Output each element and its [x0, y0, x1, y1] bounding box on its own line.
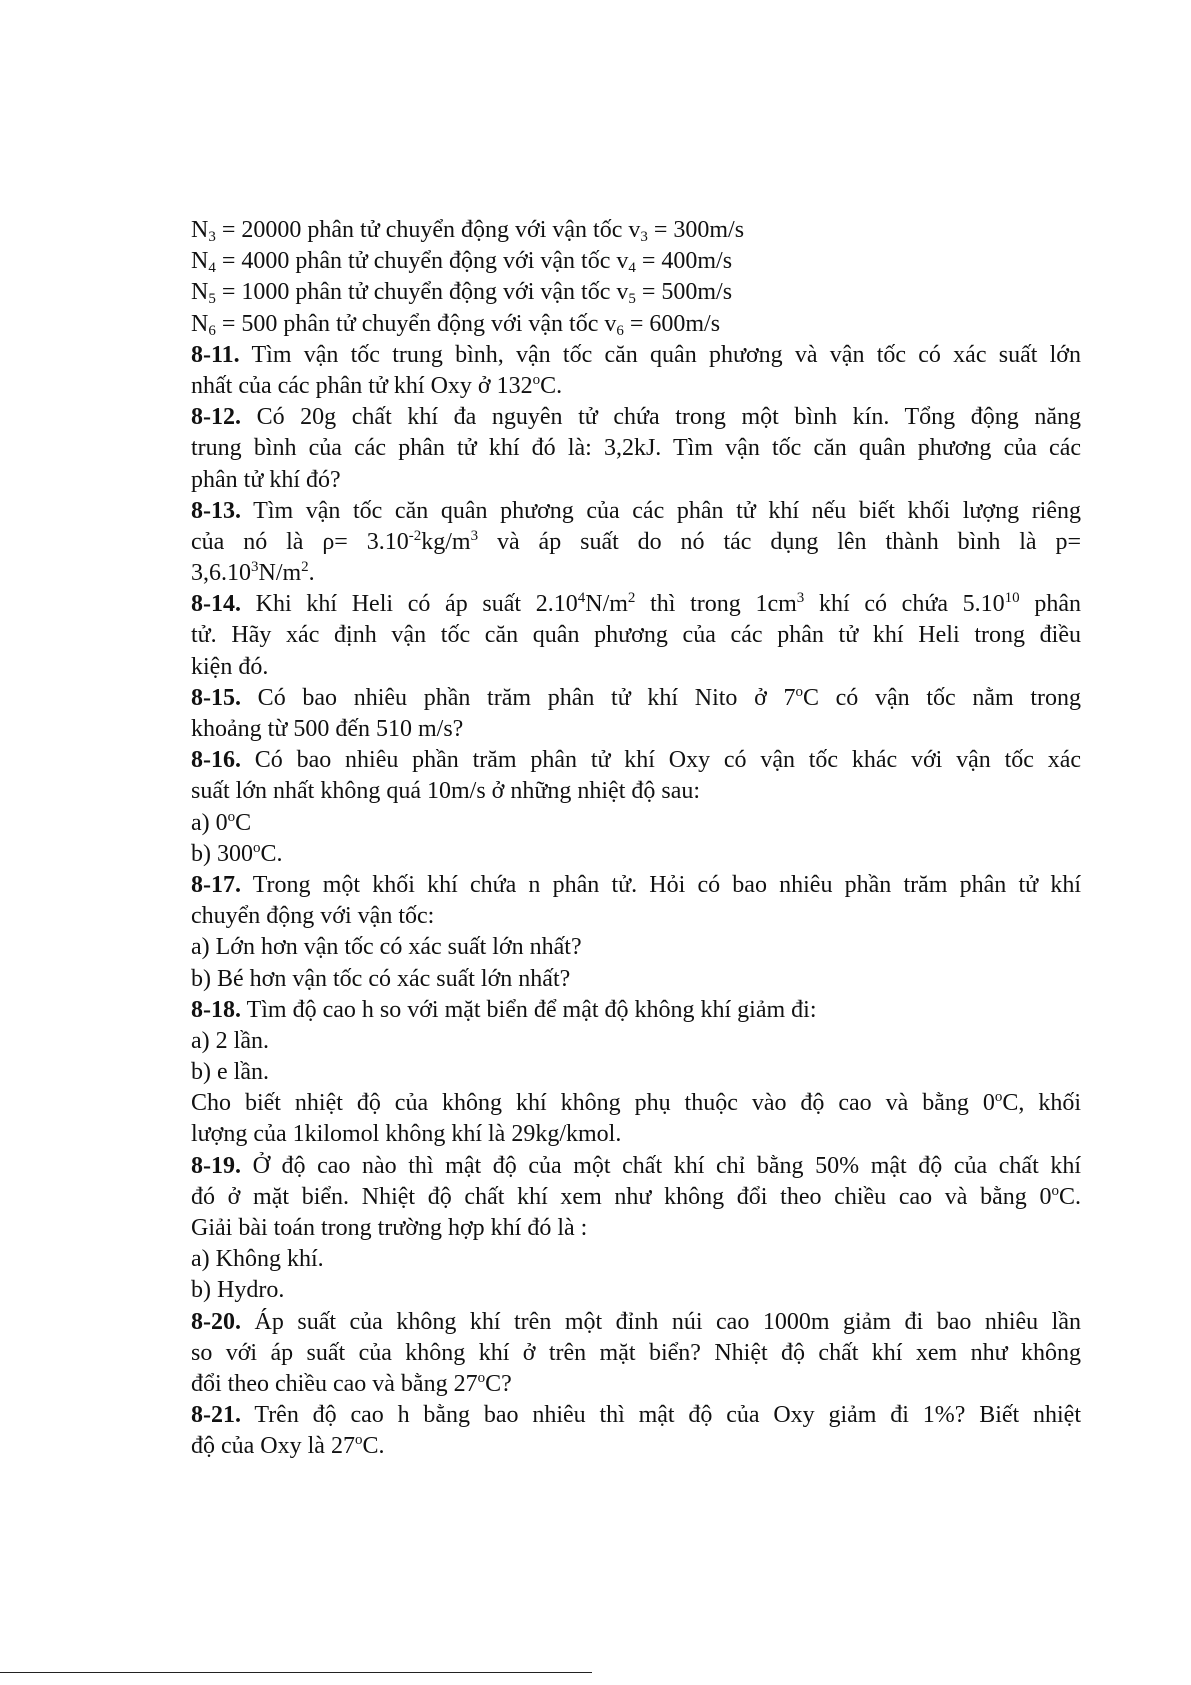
superscript: 3	[796, 590, 805, 607]
text-run: C có vận tốc nằm trong	[802, 684, 1081, 711]
subscript: 4	[628, 260, 636, 277]
text-run: đổi theo chiều cao và bằng 27	[191, 1370, 478, 1397]
text-run: Trên độ cao h bằng bao nhiêu thì mật độ của Oxy giảm đi 1%? Biết nhiệt	[241, 1402, 1081, 1429]
text-line	[191, 1213, 1081, 1244]
text-run: trung bình của các phân tử khí đó là: 3,2kJ. Tìm vận tốc căn quân phương của các	[191, 435, 1081, 462]
text-run: Ở độ cao nào thì mật độ của một chất khí chỉ bằng 50% mật độ của chất khí	[241, 1152, 1081, 1179]
text-run: = 4000 phân tử chuyển động với vận tốc v	[215, 248, 629, 275]
text-run: khí có chứa 5.10	[804, 591, 1005, 618]
text-line	[191, 340, 1081, 371]
text-run: chuyển động với vận tốc:	[191, 903, 435, 930]
problem-number: 8-18.	[191, 996, 241, 1023]
superscript: o	[532, 371, 541, 388]
superscript: 10	[1004, 590, 1020, 607]
text-run: lượng của 1kilomol không khí là 29kg/kmol.	[191, 1121, 622, 1148]
text-run: suất lớn nhất không quá 10m/s ở những nhiệt độ sau:	[191, 778, 701, 805]
problem-number: 8-19.	[191, 1152, 241, 1179]
subscript: 3	[208, 229, 216, 245]
text-line	[191, 1182, 1081, 1213]
problem-number: 8-15.	[191, 684, 241, 711]
problem-number: 8-16.	[191, 747, 241, 774]
text-run: kiện đó.	[191, 653, 269, 680]
superscript: 3	[251, 559, 259, 576]
text-run: Khi khí Heli có áp suất 2.10	[241, 591, 578, 618]
text-line	[191, 371, 1081, 402]
text-line	[191, 683, 1081, 714]
subscript: 5	[628, 291, 636, 308]
text-run: kg/m	[421, 528, 471, 555]
text-line	[191, 870, 1081, 901]
text-run: phân	[1019, 591, 1082, 618]
text-run: khoảng từ 500 đến 510 m/s?	[191, 716, 464, 742]
text-line	[191, 1307, 1081, 1338]
text-line	[191, 1244, 1081, 1275]
text-run: C.	[1058, 1183, 1081, 1210]
text-line	[191, 496, 1081, 527]
superscript: o	[354, 1432, 363, 1449]
problem-number: 8-21.	[191, 1402, 241, 1429]
text-line	[191, 558, 1081, 589]
superscript: 2	[627, 590, 636, 607]
text-run: C.	[362, 1433, 385, 1460]
text-run: b) e lần.	[191, 1059, 269, 1086]
text-line	[191, 620, 1081, 651]
text-run: .	[308, 560, 315, 587]
text-run: = 300m/s	[647, 217, 745, 243]
text-run: phân tử khí đó?	[191, 466, 341, 493]
superscript: o	[253, 839, 261, 856]
text-line	[191, 215, 1081, 246]
problem-number: 8-12.	[191, 404, 241, 431]
subscript: 3	[640, 229, 648, 245]
superscript: o	[227, 808, 236, 825]
text-line	[191, 932, 1081, 963]
text-run: Trong một khối khí chứa n phân tử. Hỏi có bao nhiêu phần trăm phân tử khí	[241, 871, 1081, 898]
text-run: Cho biết nhiệt độ của không khí không phụ thuộc vào độ cao và bằng 0	[191, 1090, 995, 1117]
text-line	[191, 1275, 1081, 1306]
text-run: C?	[485, 1370, 512, 1397]
text-run: C	[235, 809, 252, 836]
text-run: Tìm vận tốc căn quân phương của các phân tử khí nếu biết khối lượng riêng	[241, 497, 1081, 524]
text-line	[191, 1369, 1081, 1400]
text-run: N	[191, 310, 209, 337]
text-line	[191, 776, 1081, 807]
text-run: = 500m/s	[635, 279, 733, 306]
text-run: N	[191, 279, 209, 306]
problem-number: 8-14.	[191, 591, 241, 618]
text-run: C.	[540, 372, 563, 399]
text-run: Giải bài toán trong trường hợp khí đó là :	[191, 1215, 588, 1241]
text-run: = 20000 phân tử chuyển động với vận tốc v	[215, 217, 641, 243]
text-run: độ của Oxy là 27	[191, 1433, 355, 1460]
text-run: tử. Hãy xác định vận tốc căn quân phương của các phân tử khí Heli trong điều	[191, 622, 1081, 649]
text-line	[191, 714, 1081, 745]
text-run: N	[191, 217, 209, 243]
text-run: Áp suất của không khí trên một đỉnh núi cao 1000m giảm đi bao nhiêu lần	[241, 1308, 1081, 1335]
text-line	[191, 964, 1081, 995]
text-run: = 500 phân tử chuyển động với vận tốc v	[215, 310, 617, 337]
text-line	[191, 745, 1081, 776]
problem-number: 8-13.	[191, 497, 241, 524]
text-run: b) 300	[191, 840, 253, 867]
text-run: N	[191, 248, 209, 275]
text-run: 3,6.10	[191, 560, 251, 587]
text-run: a) 2 lần.	[191, 1027, 269, 1054]
subscript: 6	[208, 322, 216, 339]
text-line	[191, 995, 1081, 1026]
text-line	[191, 652, 1081, 683]
text-run: a) 0	[191, 809, 228, 836]
text-run: N/m	[258, 560, 302, 587]
text-line	[191, 1400, 1081, 1431]
superscript: -2	[408, 527, 422, 544]
text-line	[191, 277, 1081, 308]
text-line	[191, 433, 1081, 464]
text-line	[191, 309, 1081, 340]
superscript: 3	[470, 527, 479, 544]
text-line	[191, 246, 1081, 277]
text-run: Có bao nhiêu phần trăm phân tử khí Oxy có vận tốc khác với vận tốc xác	[241, 747, 1081, 774]
subscript: 4	[208, 260, 216, 277]
text-line	[191, 1026, 1081, 1057]
text-run: C.	[260, 840, 283, 867]
superscript: o	[795, 683, 803, 700]
text-run: C, khối	[1002, 1090, 1081, 1117]
text-line	[191, 1151, 1081, 1182]
superscript: 4	[577, 590, 586, 607]
problem-number: 8-20.	[191, 1308, 241, 1335]
text-line	[191, 1431, 1081, 1462]
subscript: 5	[208, 291, 216, 308]
problem-text-body	[191, 215, 1081, 1463]
text-run: Tìm vận tốc trung bình, vận tốc căn quân phương và vận tốc có xác suất lớn	[239, 341, 1081, 368]
text-line	[191, 527, 1081, 558]
text-line	[191, 465, 1081, 496]
text-run: N/m	[585, 591, 628, 618]
text-line	[191, 1057, 1081, 1088]
text-run: a) Lớn hơn vận tốc có xác suất lớn nhất?	[191, 934, 582, 961]
text-run: của nó là ρ= 3.10	[191, 528, 409, 555]
text-run: a) Không khí.	[191, 1246, 324, 1273]
text-run: và áp suất do nó tác dụng lên thành bình là p=	[478, 528, 1081, 555]
superscript: o	[994, 1089, 1003, 1106]
text-run: thì trong 1cm	[635, 591, 797, 618]
text-line	[191, 402, 1081, 433]
text-run: Có 20g chất khí đa nguyên tử chứa trong một bình kín. Tổng động năng	[241, 404, 1081, 431]
superscript: 2	[301, 559, 309, 576]
text-line	[191, 1119, 1081, 1150]
text-line	[191, 839, 1081, 870]
text-run: Tìm độ cao h so với mặt biển để mật độ không khí giảm đi:	[241, 996, 817, 1023]
text-line	[191, 1088, 1081, 1119]
superscript: o	[1051, 1182, 1059, 1199]
text-run: nhất của các phân tử khí Oxy ở 132	[191, 372, 533, 399]
text-run: = 400m/s	[635, 248, 733, 275]
text-line	[191, 1338, 1081, 1369]
text-run: so với áp suất của không khí ở trên mặt biển? Nhiệt độ chất khí xem như không	[191, 1339, 1081, 1366]
footer-rule	[0, 1672, 592, 1673]
text-line	[191, 589, 1081, 620]
text-run: = 600m/s	[623, 310, 721, 337]
superscript: o	[477, 1369, 486, 1386]
text-run: = 1000 phân tử chuyển động với vận tốc v	[215, 279, 629, 306]
subscript: 6	[616, 322, 624, 339]
text-line	[191, 901, 1081, 932]
text-run: b) Bé hơn vận tốc có xác suất lớn nhất?	[191, 965, 571, 992]
text-line	[191, 808, 1081, 839]
problem-number: 8-17.	[191, 871, 241, 898]
problem-number: 8-11.	[191, 341, 240, 368]
text-run: b) Hydro.	[191, 1277, 285, 1304]
text-run: Có bao nhiêu phần trăm phân tử khí Nito ở 7	[241, 684, 796, 711]
text-run: đó ở mặt biển. Nhiệt độ chất khí xem như không đổi theo chiều cao và bằng 0	[191, 1183, 1052, 1210]
